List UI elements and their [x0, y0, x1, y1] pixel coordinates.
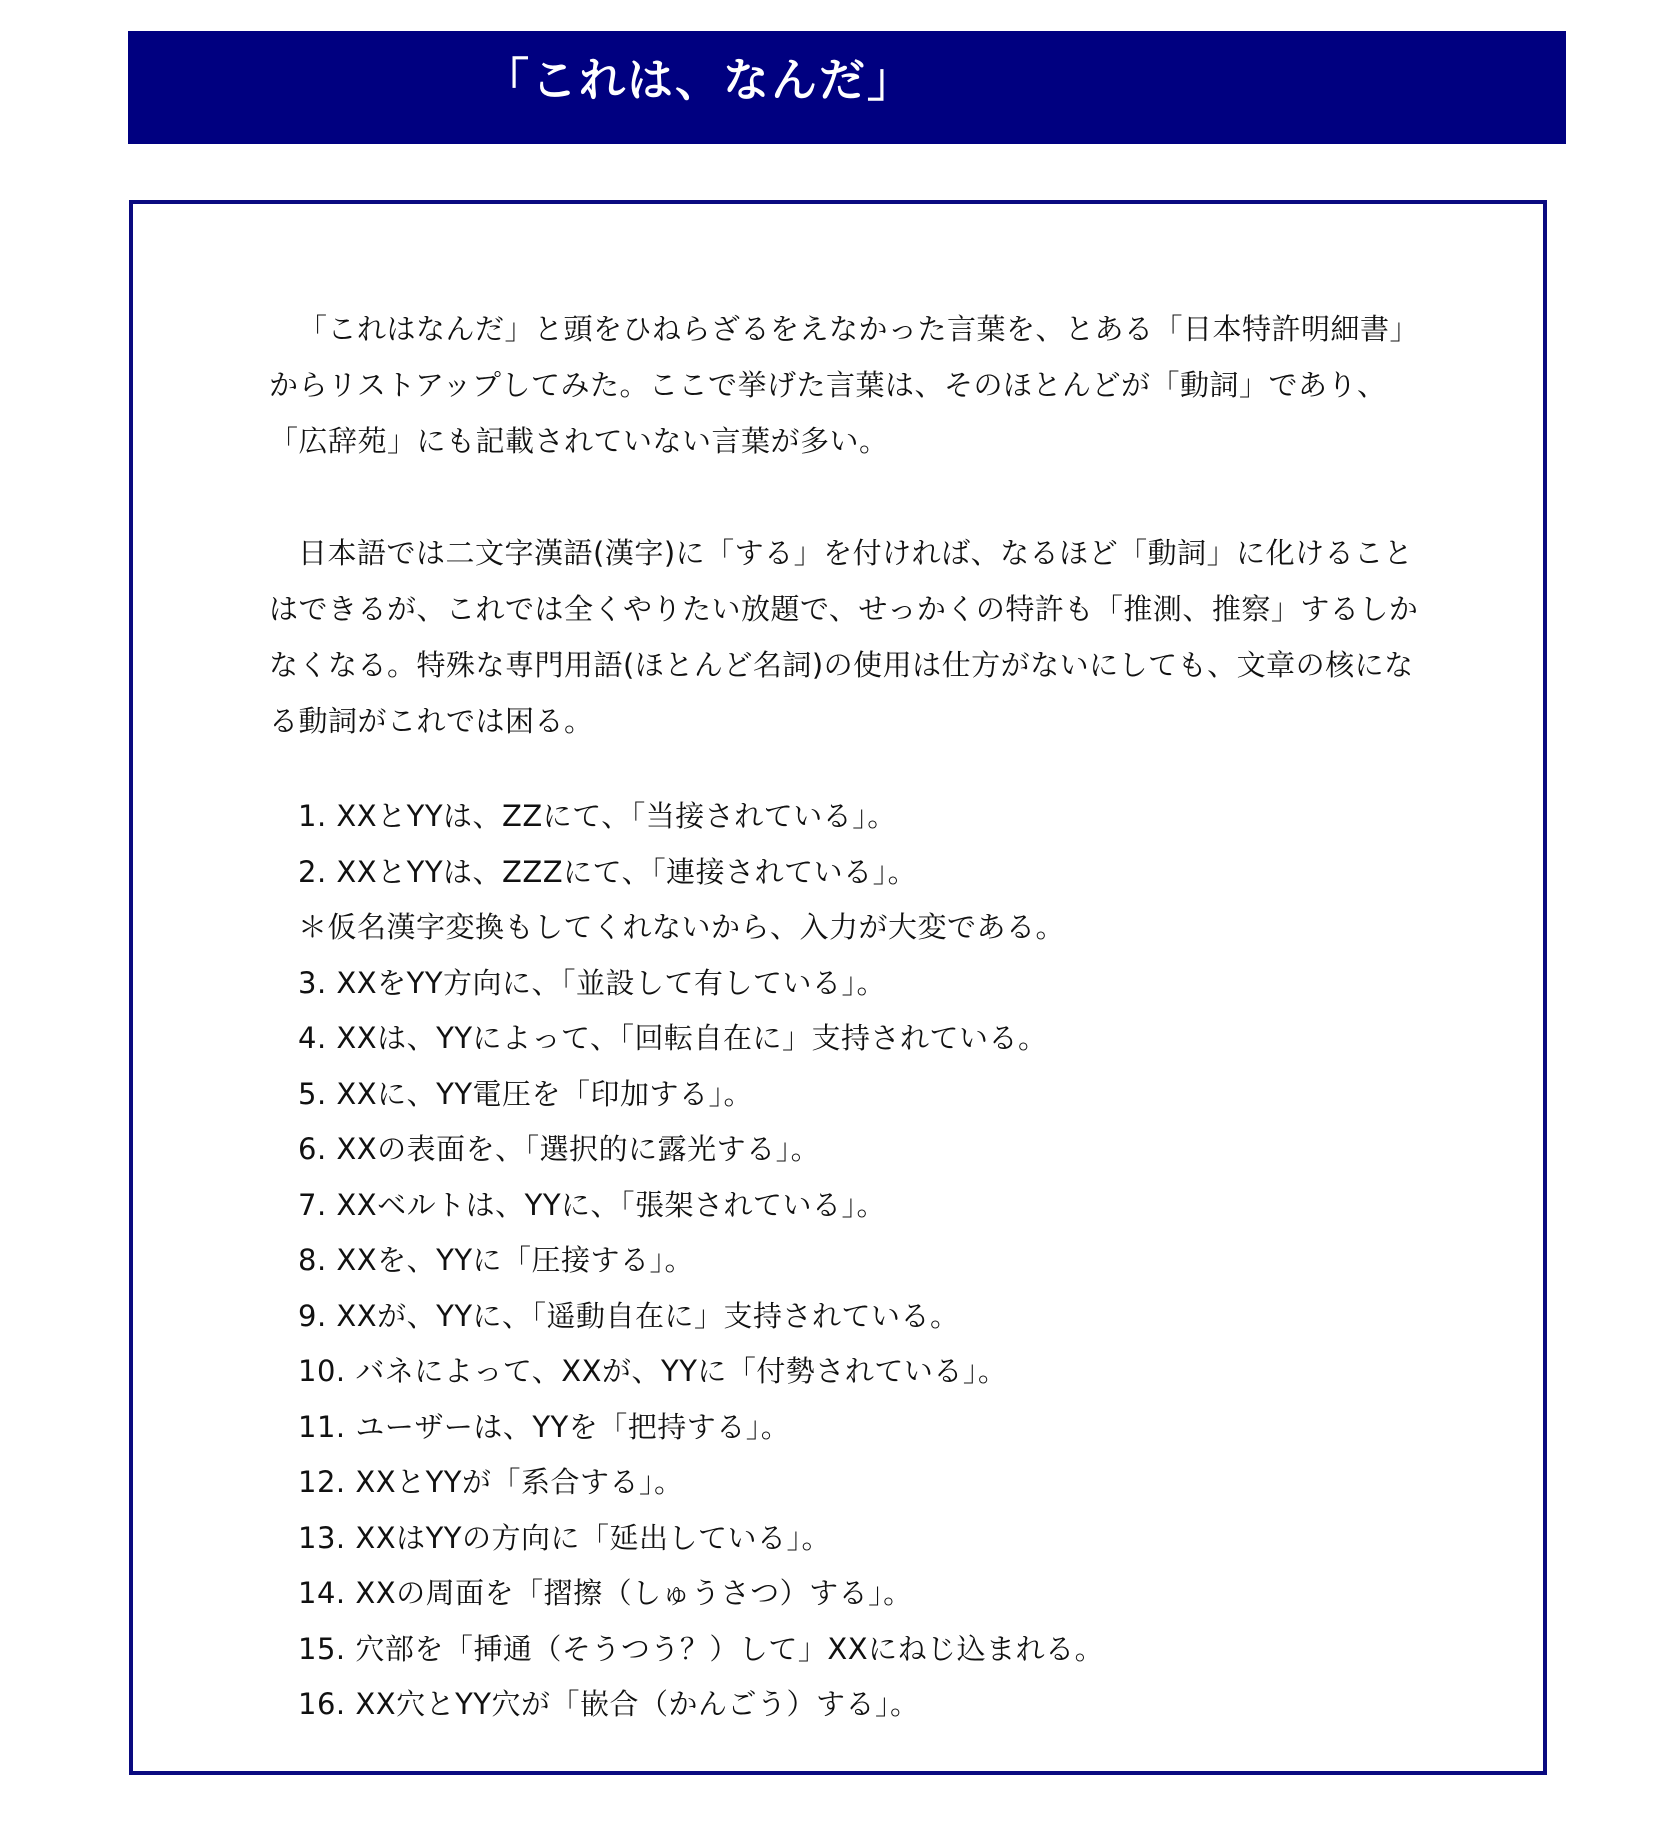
list-item: 8. XXを、YYに「圧接する」。	[298, 1243, 695, 1277]
content-box	[129, 200, 1547, 1775]
list-item: 2. XXとYYは、ZZZにて、「連接されている」。	[298, 854, 918, 889]
list-item: 10. バネによって、XXが、YYに「付勢されている」。	[298, 1354, 1008, 1388]
intro-paragraph-2: 日本語では二文字漢語(漢字)に「する」を付ければ、なるほど「動詞」に化けることはできるが、これでは全くやりたい放題で、せっかくの特許も「推測、推察」するしかなくなる。特殊な専門用語(ほとんど名詞)の使用は仕方がないにしても、文章の核になる動詞がこれでは困る。	[269, 536, 1419, 738]
list-item: 16. XX穴とYY穴が「嵌合（かんごう）する」。	[298, 1687, 920, 1721]
title-banner	[128, 31, 1566, 144]
list-item: 13. XXはYYの方向に「延出している」。	[298, 1520, 832, 1555]
list-item: 9. XXが、YYに、「遥動自在に」支持されている。	[298, 1298, 960, 1333]
list-item: 6. XXの表面を、「選択的に露光する」。	[298, 1132, 821, 1166]
list-item: 5. XXに、YY電圧を「印加する」。	[298, 1076, 754, 1111]
list-item: 15. 穴部を「挿通（そうつう？）して」XXにねじ込まれる。	[298, 1631, 1105, 1666]
list-item: 14. XXの周面を「摺擦（しゅうさつ）する」。	[298, 1576, 913, 1610]
term-list	[298, 789, 1448, 1733]
list-item: 4. XXは、YYによって、「回転自在に」支持されている。	[298, 1021, 1048, 1055]
intro-paragraph-1: 「これはなんだ」と頭をひねらざるをえなかった言葉を、とある「日本特許明細書」からリストアップしてみた。ここで挙げた言葉は、そのほとんどが「動詞」であり、「広辞苑」にも記載されていない言葉が多い。	[269, 312, 1420, 458]
list-item: 12. XXとYYが「系合する」。	[298, 1465, 684, 1499]
list-item: 1. XXとYYは、ZZにて、「当接されている」。	[298, 799, 897, 833]
list-note: ＊仮名漢字変換もしてくれないから、入力が大変である。	[298, 910, 1066, 944]
page-title: 「これは、なんだ」	[483, 53, 915, 107]
list-item: 7. XXベルトは、YYに、「張架されている」。	[298, 1187, 887, 1222]
list-item: 11. ユーザーは、YYを「把持する」。	[298, 1409, 791, 1444]
list-item: 3. XXをYY方向に、「並設して有している」。	[298, 965, 887, 1000]
intro-text	[269, 301, 1419, 749]
